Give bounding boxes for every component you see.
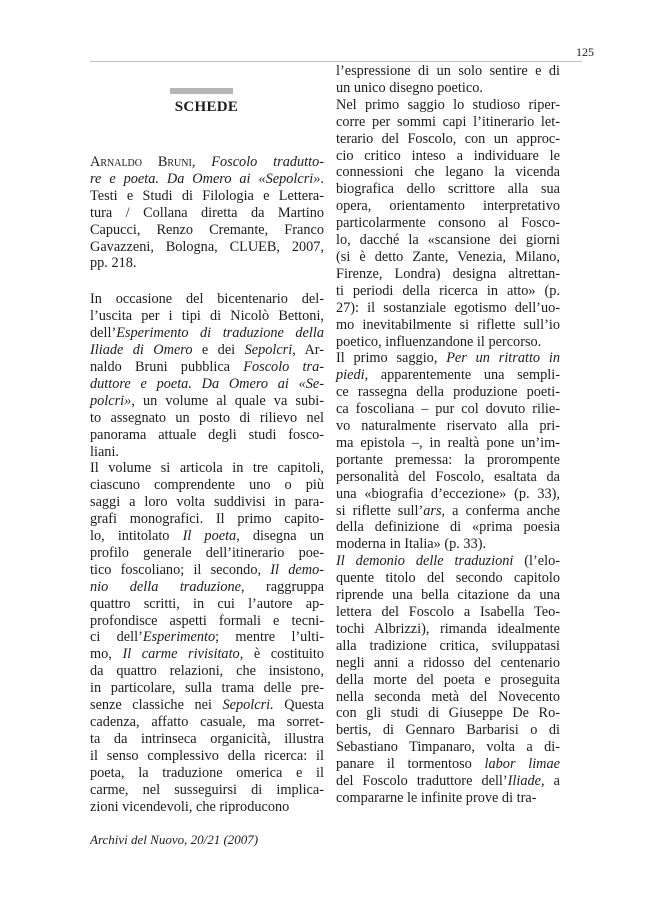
text-line xyxy=(336,672,560,689)
text-line xyxy=(90,255,324,272)
text-line xyxy=(336,164,560,181)
journal-footer: Archivi del Nuovo, 20/21 (2007) xyxy=(90,832,259,847)
text-line xyxy=(336,638,560,655)
italic-text: Sepolcri. xyxy=(222,697,274,714)
italic-text: duttore e poeta. Da Omero ai «Se- xyxy=(90,375,324,392)
text-line xyxy=(336,384,560,401)
text-run: , xyxy=(191,154,212,170)
text-line xyxy=(336,367,560,384)
italic-text: labor limae xyxy=(484,756,560,773)
italic-text: Il demonio delle traduzioni xyxy=(336,553,514,570)
italic-text: ars xyxy=(423,502,442,519)
text-run: ma epistola –, in realtà pone un’im- xyxy=(336,434,560,451)
text-run: Nel primo saggio lo studioso riper- xyxy=(336,96,560,113)
italic-text: Foscolo tradutto- xyxy=(211,154,324,170)
text-line xyxy=(336,300,560,317)
text-line xyxy=(90,731,324,748)
text-line xyxy=(336,131,560,148)
text-line xyxy=(336,503,560,520)
paragraph xyxy=(90,460,324,815)
text-run: poetico, influenzandone il percorso. xyxy=(336,333,542,350)
text-run: tura / Collana diretta da Martino xyxy=(90,204,324,221)
italic-text: polcri» xyxy=(90,392,132,409)
text-run: particolarmente consono al Fosco- xyxy=(336,215,560,232)
text-line xyxy=(336,452,560,469)
italic-text: re e poeta. Da Omero ai «Sepolcri» xyxy=(90,170,321,187)
text-run: nella seconda metà del Novecento xyxy=(336,688,560,705)
text-run: (l’elo- xyxy=(513,553,560,570)
text-line xyxy=(336,181,560,198)
text-run: un unico disegno poetico. xyxy=(336,79,483,96)
text-run: biografica dello scrittore alla sua xyxy=(336,181,560,198)
text-line xyxy=(336,553,560,570)
text-run: lettera del Foscolo a Isabella Teo- xyxy=(336,604,560,620)
italic-text: Il poeta xyxy=(182,528,237,545)
text-line xyxy=(336,570,560,587)
text-run: senze classiche nei xyxy=(90,697,223,714)
italic-text: Iliade xyxy=(507,773,542,790)
text-line xyxy=(336,215,560,232)
text-run: profilo generale dell’itinerario poe- xyxy=(90,544,324,561)
text-run: , disegna un xyxy=(236,528,324,545)
text-line xyxy=(336,266,560,283)
italic-text: Esperimento di traduzione della xyxy=(116,325,324,342)
text-line xyxy=(336,435,560,452)
text-line xyxy=(336,418,560,435)
text-line xyxy=(336,689,560,706)
text-run: mo, xyxy=(90,646,123,663)
text-run: cadenza, affatto casuale, ma sorret- xyxy=(90,714,324,730)
text-run: liani. xyxy=(90,443,119,460)
text-line xyxy=(90,239,324,256)
text-run: Testi e Studi di Filologia e Lettera- xyxy=(90,187,324,204)
text-line xyxy=(336,148,560,165)
paragraph xyxy=(336,63,560,97)
text-run: in particolare, sulla trama delle pre- xyxy=(90,680,324,697)
author-name: Arnaldo Bruni xyxy=(90,154,192,170)
text-run: zioni vicendevoli, che riproducono xyxy=(90,798,290,815)
text-line xyxy=(336,756,560,773)
text-line xyxy=(336,334,560,351)
text-line xyxy=(336,97,560,114)
text-run: vo naturalmente riservato alla pri- xyxy=(336,418,560,435)
text-run: ti periodi della ricerca in atto» (p. xyxy=(336,282,560,299)
text-run: Gavazzeni, Bologna, CLUEB, 2007, xyxy=(90,238,324,255)
text-line xyxy=(90,171,324,188)
text-run: panare il tormentoso xyxy=(336,756,485,773)
text-run: ciascuno comprendente uno o più xyxy=(90,477,324,494)
right-column xyxy=(336,63,560,807)
text-run: ci dell’ xyxy=(90,629,143,646)
page-number: 125 xyxy=(576,45,594,59)
text-line xyxy=(90,154,324,171)
text-run: opera, orientamento interpretativo xyxy=(336,198,560,215)
text-run: terario del Foscolo, con un approc- xyxy=(336,130,560,147)
italic-text: piedi xyxy=(336,367,365,384)
text-run: poeta, la traduzione omerica e il xyxy=(90,764,324,781)
text-run: della morte del poeta e proseguita xyxy=(336,671,560,688)
text-run: con gli studi di Giuseppe De Ro- xyxy=(336,705,560,722)
text-line xyxy=(90,714,324,731)
text-run: cio critico inteso a individuare le xyxy=(336,147,560,164)
text-line xyxy=(90,444,324,461)
text-run: ; mentre l’ulti- xyxy=(215,629,324,646)
text-line xyxy=(336,739,560,756)
text-line xyxy=(90,460,324,477)
text-run: , a conferma anche xyxy=(441,502,560,519)
text-run: naldo Bruni pubblica xyxy=(90,358,244,375)
text-run: Sebastiano Timpanaro, volta a di- xyxy=(336,739,560,756)
text-line xyxy=(90,579,324,596)
text-run: corre per sommi capi l’itinerario let- xyxy=(336,113,560,130)
text-run: alla tradizione critica, sviluppatasi xyxy=(336,637,560,654)
text-run: della definizione di «prima poesia xyxy=(336,519,560,536)
section-title: SCHEDE xyxy=(174,99,239,115)
text-run: l’uscita per i tipi di Nicolò Bettoni, xyxy=(90,308,324,325)
text-line xyxy=(90,325,324,342)
section-marker-bar xyxy=(170,88,233,94)
text-line xyxy=(90,222,324,239)
text-line xyxy=(336,232,560,249)
text-run: tico foscoliano; il secondo, xyxy=(90,561,271,578)
text-run: , apparentemente una sempli- xyxy=(364,367,560,384)
text-run: panorama attuale degli studi fosco- xyxy=(90,426,324,443)
text-line xyxy=(90,359,324,376)
text-line xyxy=(90,477,324,494)
text-line xyxy=(336,536,560,553)
italic-text: Esperimento xyxy=(142,629,216,646)
text-run: dell’ xyxy=(90,325,117,342)
text-run: da quattro relazioni, che insistono, xyxy=(90,663,324,680)
text-line xyxy=(336,655,560,672)
text-line xyxy=(336,790,560,807)
text-run: lo, dacché la «scansione dei giorni xyxy=(336,232,560,249)
text-run: l’espressione di un solo sentire e di xyxy=(336,63,560,79)
text-line xyxy=(90,545,324,562)
text-run: Il volume si articola in tre capitoli, xyxy=(90,460,324,477)
text-line xyxy=(90,308,324,325)
text-run: ta da intrinseca organicità, illustra xyxy=(90,730,324,747)
text-run: ce rassegna della produzione poeti- xyxy=(336,384,560,401)
text-run: Questa xyxy=(273,697,324,714)
text-run: e dei xyxy=(192,342,245,359)
text-run: bertis, di Gennaro Barbarisi o di xyxy=(336,722,560,739)
text-line xyxy=(336,80,560,97)
text-run: si riflette sull’ xyxy=(336,502,424,519)
paragraph xyxy=(90,154,324,272)
text-run: , è costituito xyxy=(239,646,324,663)
text-line xyxy=(90,799,324,816)
text-run: del Foscolo traduttore dell’ xyxy=(336,773,508,790)
text-run: quente titolo del secondo capitolo xyxy=(336,570,560,587)
text-line xyxy=(90,494,324,511)
text-run: profondisce aspetti formali e tecni- xyxy=(90,612,324,629)
text-line xyxy=(336,705,560,722)
text-line xyxy=(336,604,560,621)
text-line xyxy=(90,376,324,393)
text-run: carme, nel susseguirsi di implica- xyxy=(90,781,324,798)
text-line xyxy=(90,188,324,205)
text-line xyxy=(336,587,560,604)
text-run: pp. 218. xyxy=(90,255,137,272)
paragraph xyxy=(336,97,560,351)
text-run: il senso complessivo della ricerca: il xyxy=(90,747,324,764)
text-line xyxy=(336,486,560,503)
text-run: personalità del Foscolo, esaltata da xyxy=(336,468,560,485)
text-run: (si è detto Zante, Venezia, Milano, xyxy=(336,248,560,265)
text-line xyxy=(90,528,324,545)
text-run: quattro scritti, in cui l’autore ap- xyxy=(90,595,324,612)
text-run: 27): il sostanziale egotismo dell’uo- xyxy=(336,299,560,316)
text-line xyxy=(90,291,324,308)
header-rule xyxy=(90,61,582,62)
text-line xyxy=(336,773,560,790)
text-run: Capucci, Renzo Cremante, Franco xyxy=(90,221,324,238)
text-line xyxy=(336,401,560,418)
text-line xyxy=(90,511,324,528)
text-run: saggi a loro volta suddivisi in para- xyxy=(90,494,324,511)
text-run: lo, intitolato xyxy=(90,528,183,545)
text-run: connessioni che legano la vicenda xyxy=(336,164,560,181)
text-run: , raggruppa xyxy=(240,578,324,595)
text-line xyxy=(90,205,324,222)
paragraph xyxy=(336,350,560,553)
text-line xyxy=(90,596,324,613)
text-run: , un volume al quale va subi- xyxy=(131,392,324,409)
italic-text: Iliade di Omero xyxy=(90,342,193,359)
text-line xyxy=(90,613,324,630)
text-run: , a xyxy=(541,773,560,790)
paragraph xyxy=(90,291,324,460)
paragraph-gap xyxy=(90,272,324,291)
text-run: moderna in Italia» (p. 33). xyxy=(336,536,487,553)
text-line xyxy=(90,748,324,765)
text-line xyxy=(90,393,324,410)
text-run: Firenze, Londra) designa altrettan- xyxy=(336,265,560,282)
text-run: negli anni a ridosso del centenario xyxy=(336,654,560,671)
italic-text: Foscolo tra- xyxy=(243,358,324,375)
text-line xyxy=(336,350,560,367)
text-run: Il primo saggio, xyxy=(336,350,447,367)
text-run: , Ar- xyxy=(292,342,325,359)
paragraph xyxy=(336,553,560,807)
text-run: riprende una bella citazione da una xyxy=(336,587,560,604)
italic-text: Sepolcri xyxy=(244,342,293,359)
text-line xyxy=(336,63,560,80)
text-line xyxy=(336,114,560,131)
text-run: compararne le infinite prove di tra- xyxy=(336,789,537,806)
text-run: ca foscoliana – pur col dovuto rilie- xyxy=(336,401,560,418)
text-line xyxy=(336,198,560,215)
text-line xyxy=(90,782,324,799)
italic-text: nio della traduzione xyxy=(90,578,241,595)
text-line xyxy=(336,317,560,334)
text-run: portante premessa: la prorompente xyxy=(336,451,560,468)
text-run: tochi Albrizzi), rimanda idealmente xyxy=(336,620,560,637)
text-run: una «biografia d’eccezione» (p. 33), xyxy=(336,485,560,502)
text-line xyxy=(90,663,324,680)
text-run: to assegnato un posto di rilievo nel xyxy=(90,409,324,426)
text-line xyxy=(336,621,560,638)
text-line xyxy=(336,519,560,536)
text-run: grafi monografici. Il primo capito- xyxy=(90,511,324,528)
text-run: . xyxy=(320,170,324,187)
text-line xyxy=(90,562,324,579)
text-line xyxy=(90,410,324,427)
text-line xyxy=(90,342,324,359)
text-line xyxy=(90,646,324,663)
text-line xyxy=(90,427,324,444)
left-column xyxy=(90,154,324,815)
text-line xyxy=(90,765,324,782)
text-line xyxy=(336,283,560,300)
text-run: In occasione del bicentenario del- xyxy=(90,291,324,308)
italic-text: Il demo- xyxy=(270,561,324,578)
text-line xyxy=(336,249,560,266)
text-line xyxy=(336,469,560,486)
text-line xyxy=(90,697,324,714)
text-line xyxy=(90,629,324,646)
text-run: mo inevitabilmente si riflette sull’io xyxy=(336,316,560,333)
italic-text: Il carme rivisitato xyxy=(122,646,240,663)
text-line xyxy=(336,722,560,739)
italic-text: Per un ritratto in xyxy=(446,350,560,367)
text-line xyxy=(90,680,324,697)
